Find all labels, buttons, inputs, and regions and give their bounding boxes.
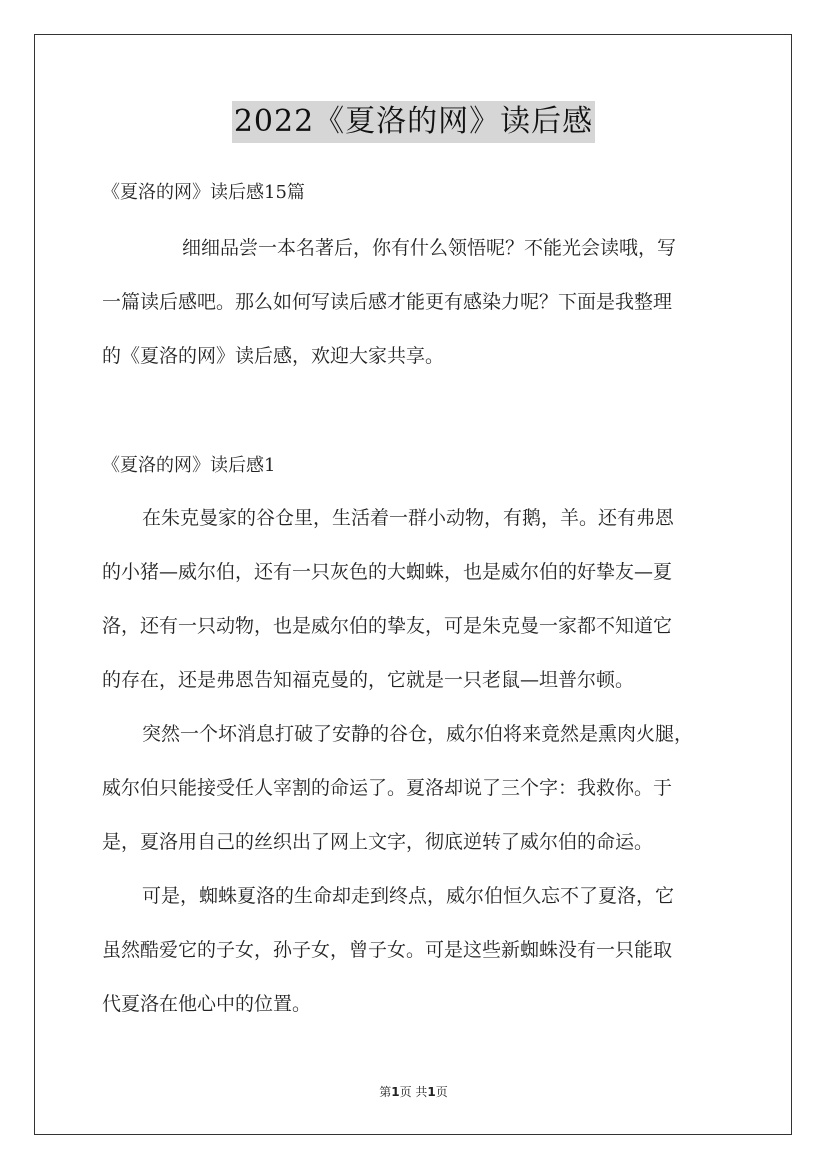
paragraph-line: 代夏洛在他心中的位置。 bbox=[102, 993, 312, 1015]
footer-total-pages: 1 bbox=[427, 1085, 436, 1099]
document-title: 2022《夏洛的网》读后感 bbox=[232, 101, 595, 143]
footer-mid: 页 共 bbox=[399, 1085, 428, 1099]
document-subtitle: 《夏洛的网》读后感15篇 bbox=[102, 182, 305, 203]
section-heading: 《夏洛的网》读后感1 bbox=[102, 455, 276, 476]
title-container bbox=[0, 101, 827, 143]
paragraph-line: 洛，还有一只动物，也是威尔伯的挚友，可是朱克曼一家都不知道它 bbox=[102, 615, 673, 637]
footer-suffix: 页 bbox=[435, 1085, 448, 1099]
paragraph-line: 突然一个坏消息打破了安静的谷仓，威尔伯将来竟然是熏肉火腿， bbox=[142, 723, 694, 745]
page-footer bbox=[0, 1084, 827, 1100]
footer-page-number: 1 bbox=[391, 1085, 400, 1099]
paragraph-line: 的小猪—威尔伯，还有一只灰色的大蜘蛛，也是威尔伯的好挚友—夏 bbox=[102, 561, 673, 583]
paragraph-line: 在朱克曼家的谷仓里，生活着一群小动物，有鹅，羊。还有弗恩 bbox=[142, 507, 675, 529]
paragraph-line: 可是，蜘蛛夏洛的生命却走到终点，威尔伯恒久忘不了夏洛，它 bbox=[142, 885, 675, 907]
paragraph-line: 虽然酷爱它的子女，孙子女，曾子女。可是这些新蜘蛛没有一只能取 bbox=[102, 939, 673, 961]
intro-line: 的《夏洛的网》读后感，欢迎大家共享。 bbox=[102, 345, 445, 367]
intro-line: 一篇读后感吧。那么如何写读后感才能更有感染力呢？下面是我整理 bbox=[102, 291, 673, 313]
paragraph-line: 的存在，还是弗恩告知福克曼的，它就是一只老鼠—坦普尔顿。 bbox=[102, 669, 635, 691]
footer-prefix: 第 bbox=[379, 1085, 392, 1099]
intro-line: 细细品尝一本名著后，你有什么领悟呢？不能光会读哦，写 bbox=[182, 237, 677, 259]
paragraph-line: 是，夏洛用自己的丝织出了网上文字，彻底逆转了威尔伯的命运。 bbox=[102, 831, 654, 853]
paragraph-line: 威尔伯只能接受任人宰割的命运了。夏洛却说了三个字：我救你。于 bbox=[102, 777, 673, 799]
